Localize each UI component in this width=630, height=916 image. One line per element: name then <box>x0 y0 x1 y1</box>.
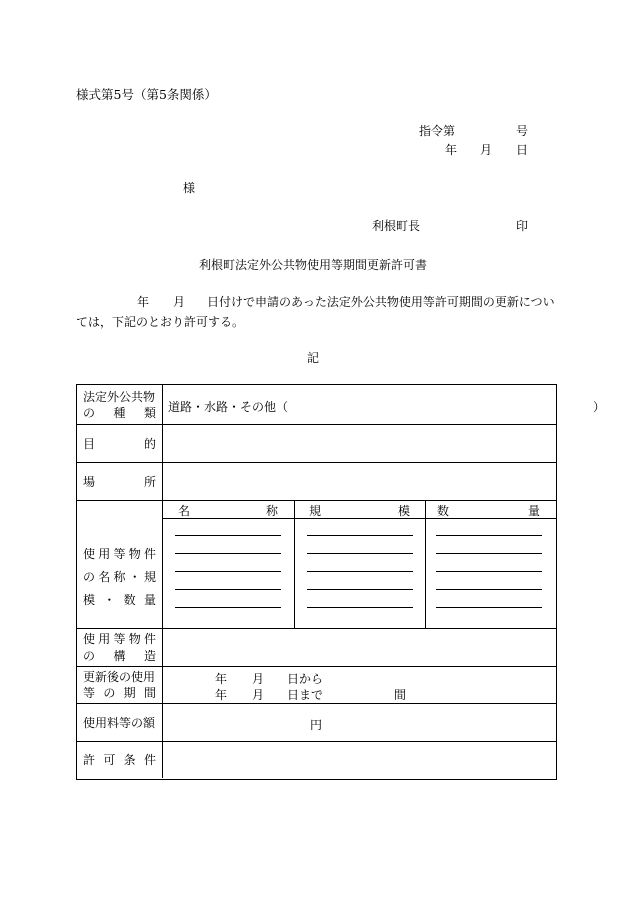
body-text-line2: ては，下記のとおり許可する。 <box>76 315 245 329</box>
row-structure <box>77 629 556 667</box>
body-text-line1: 日付けで申請のあった法定外公共物使用等許可期間の更新につい <box>207 295 555 309</box>
body-year: 年 <box>137 295 150 309</box>
label-purpose: 目 的 <box>83 437 156 451</box>
fee-unit: 円 <box>310 718 323 732</box>
date-day: 日 <box>516 143 529 157</box>
row-conditions <box>77 742 556 778</box>
row-public-property-type <box>77 385 606 425</box>
row-purpose <box>77 425 556 463</box>
label-structure-line2: の 構 造 <box>83 649 156 663</box>
label-period-line2: 等 の 期 間 <box>83 686 156 700</box>
date-year: 年 <box>445 143 458 157</box>
value-period[interactable]: 年 月 日から 年 月 日まで 間 <box>215 672 407 702</box>
label-conditions: 許 可 条 件 <box>83 753 156 767</box>
row-place <box>77 463 556 501</box>
value-type[interactable] <box>163 385 606 424</box>
items-col-quantity[interactable]: 数 量 <box>426 501 556 628</box>
issuer-name: 利根町長 <box>372 219 421 233</box>
type-close-paren: ） <box>593 400 606 414</box>
period-duration: 間 <box>394 688 407 702</box>
document-title: 利根町法定外公共物使用等期間更新許可書 <box>199 258 428 272</box>
period-to: 日まで <box>287 688 324 702</box>
value-purpose[interactable] <box>163 425 556 462</box>
permit-table <box>76 384 606 780</box>
ki-heading: 記 <box>307 351 320 365</box>
value-place[interactable] <box>163 463 556 500</box>
label-place: 場 所 <box>83 475 156 489</box>
order-number-prefix: 指令第 <box>419 124 456 138</box>
row-items <box>77 501 556 629</box>
addressee-suffix: 様 <box>183 181 196 195</box>
body-month: 月 <box>173 295 186 309</box>
label-period-line1: 更新後の使用 <box>83 670 156 684</box>
row-period <box>77 667 556 704</box>
label-type-line1: 法定外公共物 <box>83 390 156 404</box>
items-col-scale[interactable]: 規 模 <box>294 501 426 628</box>
label-type-line2: の 種 類 <box>83 406 156 420</box>
label-items-line3: 模 ・ 数 量 <box>83 593 156 607</box>
value-fee[interactable] <box>163 704 556 741</box>
seal-mark: 印 <box>516 219 529 233</box>
date-month: 月 <box>480 143 493 157</box>
label-items-line1: 使 用 等 物 件 <box>83 547 156 561</box>
order-number-suffix: 号 <box>516 124 529 138</box>
type-options: 道路・水路・その他（ <box>168 400 289 414</box>
label-structure-line1: 使 用 等 物 件 <box>83 632 156 646</box>
row-fee <box>77 704 556 742</box>
value-conditions[interactable] <box>163 742 556 778</box>
label-fee: 使用料等の額 <box>83 716 156 730</box>
period-from: 日から <box>287 672 324 686</box>
items-col-name[interactable]: 名 称 <box>163 501 294 628</box>
value-structure[interactable] <box>163 629 556 666</box>
label-items-line2: の 名 称 ・ 規 <box>83 570 156 584</box>
form-number: 様式第5号（第5条関係） <box>76 87 217 102</box>
